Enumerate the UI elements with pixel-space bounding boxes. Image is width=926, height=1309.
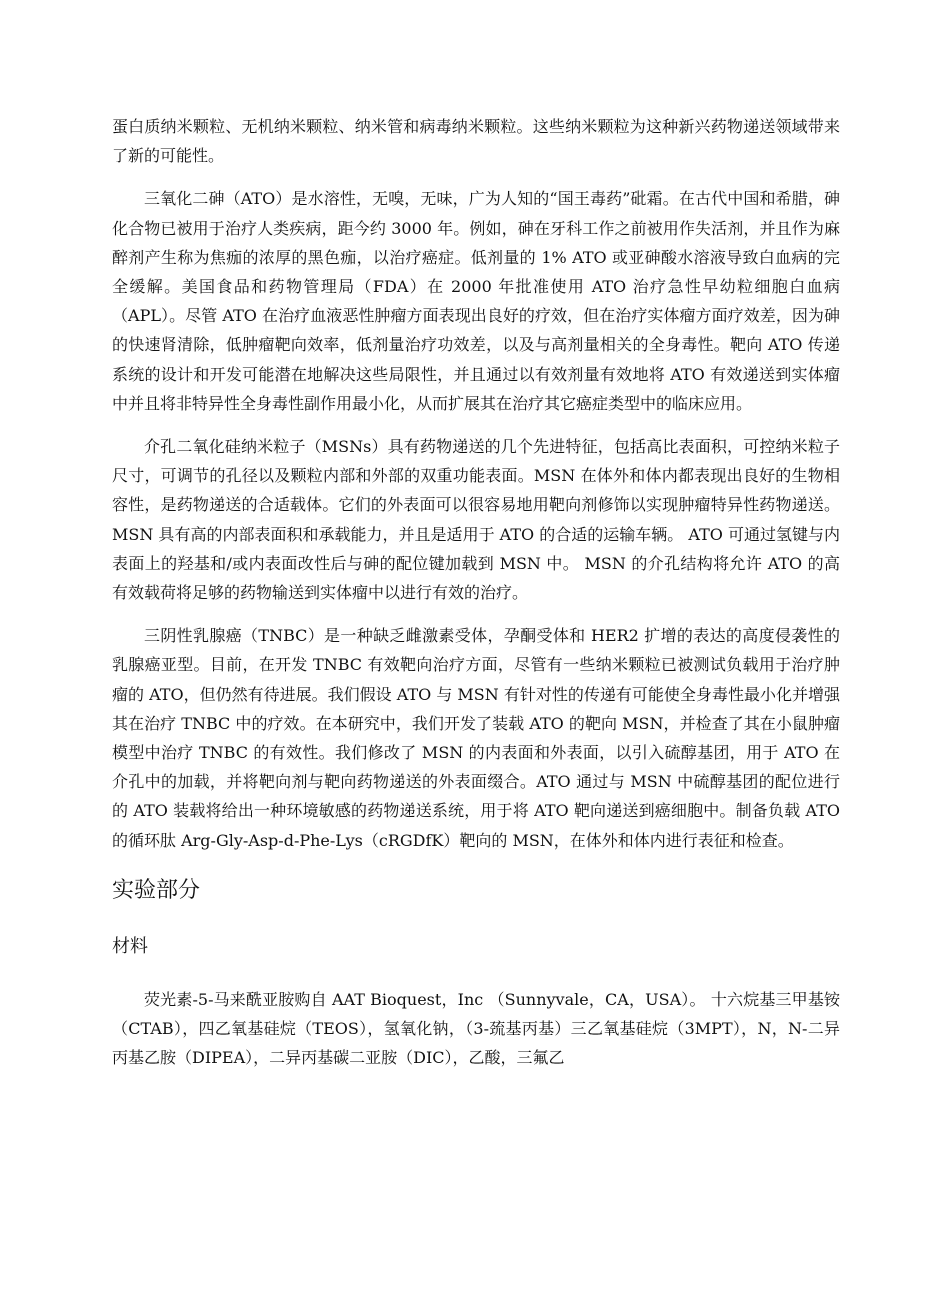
paragraph-materials: 荧光素-5-马来酰亚胺购自 AAT Bioquest，Inc （Sunnyvale，CA，USA）。 十六烷基三甲基铵（CTAB），四乙氧基硅烷（TEOS），氢氧化钠，（3-巯基丙基）三乙氧基硅烷（3MPT），N，N-二异丙基乙胺（DIPEA），二异丙基碳二亚胺（DIC），乙酸，三氟乙 <box>112 989 840 1068</box>
paragraph-nanoparticles: 蛋白质纳米颗粒、无机纳米颗粒、纳米管和病毒纳米颗粒。这些纳米颗粒为这种新兴药物递送领域带来了新的可能性。 <box>112 117 840 166</box>
paragraph-msn: 介孔二氧化硅纳米粒子（MSNs）具有药物递送的几个先进特征，包括高比表面积，可控纳米粒子尺寸，可调节的孔径以及颗粒内部和外部的双重功能表面。MSN 在体外和体内都表现出良好的生物相容性，是药物递送的合适载体。它们的外表面可以很容易地用靶向剂修饰以实现肿瘤特异性药物递送。MSN 具有高的内部表面积和承载能力，并且是适用于 ATO 的合适的运输车辆。 ATO 可通过氢键与内表面上的羟基和/或内表面改性后与砷的配位键加载到 MSN 中。 MSN 的介孔结构将允许 ATO 的高有效载荷将足够的药物输送到实体瘤中以进行有效的治疗。 <box>112 437 840 603</box>
paragraph-ato: 三氧化二砷（ATO）是水溶性，无嗅，无味，广为人知的“国王毒药”砒霜。在古代中国和希腊，砷化合物已被用于治疗人类疾病，距今约 3000 年。例如，砷在牙科工作之前被用作失活剂，并且作为麻醉剂产生称为焦痂的浓厚的黑色痂，以治疗癌症。低剂量的 1% ATO 或亚砷酸水溶液导致白血病的完全缓解。美国食品和药物管理局（FDA）在 2000 年批准使用 ATO 治疗急性早幼粒细胞白血病（APL）。尽管 ATO 在治疗血液恶性肿瘤方面表现出良好的疗效，但在治疗实体瘤方面疗效差，因为砷的快速肾清除，低肿瘤靶向效率，低剂量治疗功效差，以及与高剂量相关的全身毒性。靶向 ATO 传递系统的设计和开发可能潜在地解决这些局限性，并且通过以有效剂量有效地将 ATO 有效递送到实体瘤中并且将非特异性全身毒性副作用最小化，从而扩展其在治疗其它癌症类型中的临床应用。 <box>112 189 840 413</box>
paragraph-tnbc: 三阴性乳腺癌（TNBC）是一种缺乏雌激素受体，孕酮受体和 HER2 扩增的表达的高度侵袭性的乳腺癌亚型。目前，在开发 TNBC 有效靶向治疗方面，尽管有一些纳米颗粒已被测试负载用于治疗肿瘤的 ATO，但仍然有待进展。我们假设 ATO 与 MSN 有针对性的传递有可能使全身毒性最小化并增强其在治疗 TNBC 中的疗效。在本研究中，我们开发了装载 ATO 的靶向 MSN，并检查了其在小鼠肿瘤模型中治疗 TNBC 的有效性。我们修改了 MSN 的内表面和外表面，以引入硫醇基团，用于 ATO 在介孔中的加载，并将靶向剂与靶向药物递送的外表面缀合。ATO 通过与 MSN 中硫醇基团的配位进行的 ATO 装载将给出一种环境敏感的药物递送系统，用于将 ATO 靶向递送到癌细胞中。制备负载 ATO 的循环肽 Arg-Gly-Asp-d-Phe-Lys（cRGDfK）靶向的 MSN，在体外和体内进行表征和检查。 <box>112 626 840 850</box>
document-page <box>112 112 840 1086</box>
subsection-heading-materials: 材料 <box>112 935 148 957</box>
section-heading-experimental: 实验部分 <box>112 877 201 903</box>
